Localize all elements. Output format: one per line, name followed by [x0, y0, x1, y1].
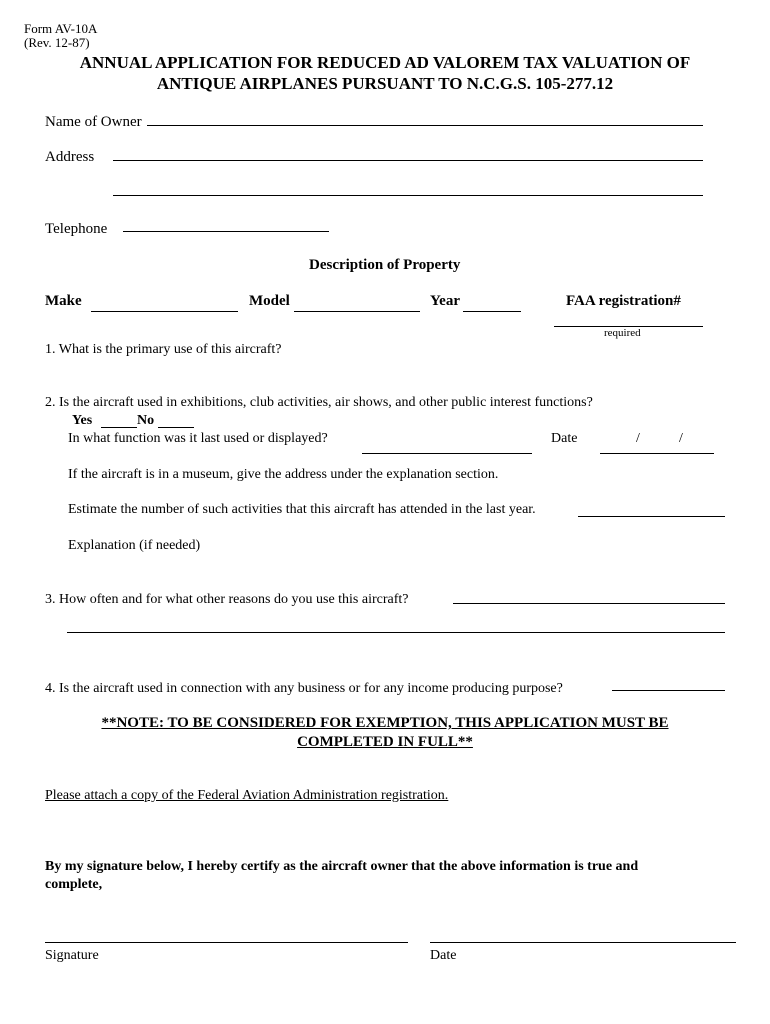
date-slash-1: / [636, 431, 640, 446]
no-label: No [137, 413, 155, 428]
question-1: 1. What is the primary use of this aircraft? [45, 342, 282, 357]
model-field[interactable] [294, 311, 420, 312]
question-4: 4. Is the aircraft used in connection with any business or for any income producing purpose? [45, 681, 563, 696]
date-slash-2: / [679, 431, 683, 446]
note-line-1: **NOTE: TO BE CONSIDERED FOR EXEMPTION, THIS APPLICATION MUST BE [101, 715, 669, 731]
signature-label: Signature [45, 948, 99, 963]
attach-instruction: Please attach a copy of the Federal Aviation Administration registration. [45, 788, 449, 803]
faa-registration-label: FAA registration# [566, 293, 681, 309]
form-title [30, 52, 740, 94]
telephone-label: Telephone [45, 221, 108, 237]
faa-required-note: required [604, 327, 641, 339]
address-label: Address [45, 149, 95, 165]
certify-line-1: By my signature below, I hereby certify as the aircraft owner that the above information is true and [45, 859, 639, 874]
signature-date-field[interactable] [430, 942, 736, 943]
yes-label: Yes [72, 413, 93, 428]
owner-name-field[interactable] [147, 125, 703, 126]
question-3-field-line-2[interactable] [67, 632, 725, 633]
question-3: 3. How often and for what other reasons do you use this aircraft? [45, 592, 409, 607]
note-line-2: COMPLETED IN FULL** [297, 734, 473, 750]
museum-instruction: If the aircraft is in a museum, give the address under the explanation section. [68, 467, 499, 482]
last-function-label: In what function was it last used or displayed? [68, 431, 328, 446]
function-date-label: Date [551, 431, 578, 446]
address-field-line-1[interactable] [113, 160, 703, 161]
year-label: Year [430, 293, 460, 309]
owner-name-label: Name of Owner [45, 114, 142, 130]
question-2: 2. Is the aircraft used in exhibitions, club activities, air shows, and other public interest functions? [45, 395, 593, 410]
form-revision: (Rev. 12-87) [24, 35, 90, 50]
estimate-activities-label: Estimate the number of such activities that this aircraft has attended in the last year. [68, 502, 536, 517]
year-field[interactable] [463, 311, 521, 312]
make-field[interactable] [91, 311, 238, 312]
signature-date-label: Date [430, 948, 457, 963]
question-4-field[interactable] [612, 690, 725, 691]
no-field[interactable] [158, 427, 194, 428]
question-3-field-line-1[interactable] [453, 603, 725, 604]
form-number: Form AV-10A [24, 21, 98, 36]
property-heading: Description of Property [309, 257, 461, 273]
telephone-field[interactable] [123, 231, 329, 232]
yes-field[interactable] [101, 427, 137, 428]
form-title-line-2: ANTIQUE AIRPLANES PURSUANT TO N.C.G.S. 105-277.12 [156, 74, 614, 93]
model-label: Model [249, 293, 290, 309]
function-date-field[interactable] [600, 453, 714, 454]
address-field-line-2[interactable] [113, 195, 703, 196]
last-function-field[interactable] [362, 453, 532, 454]
certify-line-2: complete, [45, 877, 103, 892]
estimate-activities-field[interactable] [578, 516, 725, 517]
form-title-line-1: ANNUAL APPLICATION FOR REDUCED AD VALOREM TAX VALUATION OF [79, 53, 691, 72]
signature-field[interactable] [45, 942, 408, 943]
explanation-label: Explanation (if needed) [68, 538, 201, 553]
make-label: Make [45, 293, 82, 309]
